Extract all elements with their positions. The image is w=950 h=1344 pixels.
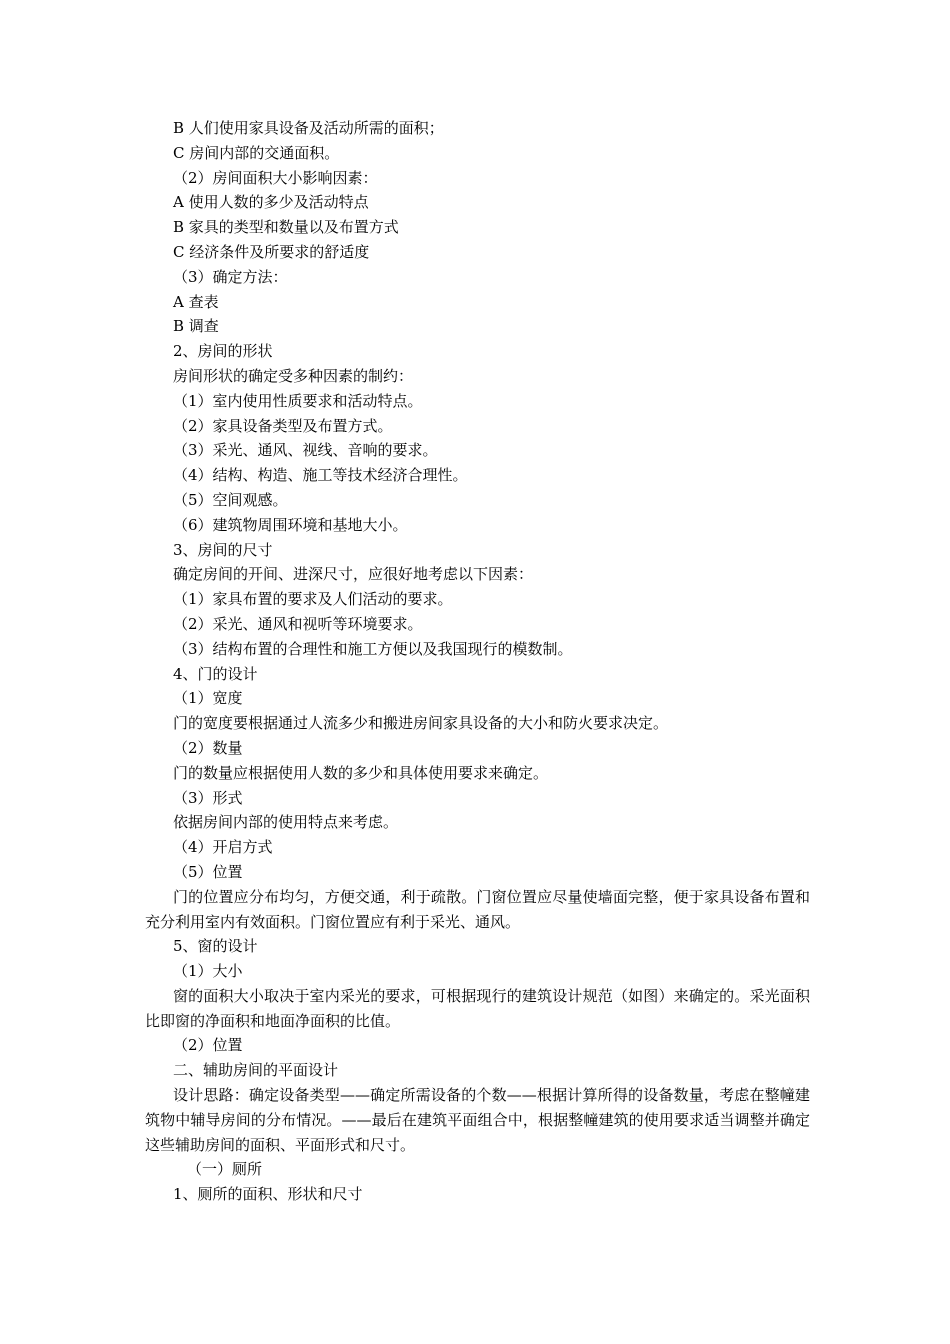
section-heading-window-design: 5、窗的设计	[173, 937, 258, 956]
text-line: （6）建筑物周围环境和基地大小。	[173, 515, 408, 534]
text-line: （4）结构、构造、施工等技术经济合理性。	[173, 466, 468, 485]
text-line: （2）数量	[173, 738, 243, 757]
document-page	[145, 116, 810, 1207]
text-line: 确定房间的开间、进深尺寸，应很好地考虑以下因素：	[173, 565, 534, 584]
text-line: （1）大小	[173, 962, 243, 981]
text-line: A 使用人数的多少及活动特点	[173, 193, 369, 212]
text-line: 房间形状的确定受多种因素的制约：	[173, 366, 414, 385]
text-line: A 查表	[173, 292, 219, 311]
text-line: C 房间内部的交通面积。	[173, 143, 340, 162]
text-line: 依据房间内部的使用特点来考虑。	[173, 813, 399, 832]
text-line: （5）位置	[173, 862, 243, 881]
paragraph-door-position: 门的位置应分布均匀，方便交通，利于疏散。门窗位置应尽量使墙面完整，便于家具设备布置和充分利用室内有效面积。门窗位置应有利于采光、通风。	[145, 887, 810, 931]
section-heading-room-size: 3、房间的尺寸	[173, 540, 273, 559]
text-line: 门的宽度要根据通过人流多少和搬进房间家具设备的大小和防火要求决定。	[173, 714, 669, 733]
text-line: （3）确定方法：	[173, 267, 288, 286]
paragraph-window-size: 窗的面积大小取决于室内采光的要求，可根据现行的建筑设计规范（如图）来确定的。采光面积比即窗的净面积和地面净面积的比值。	[145, 986, 810, 1030]
section-heading-door-design: 4、门的设计	[173, 664, 258, 683]
text-line: （3）形式	[173, 788, 243, 807]
text-line: （4）开启方式	[173, 838, 273, 857]
text-line: （2）位置	[173, 1036, 243, 1055]
text-line: （1）家具布置的要求及人们活动的要求。	[173, 590, 453, 609]
text-line: （1）室内使用性质要求和活动特点。	[173, 391, 423, 410]
text-line: B 调查	[173, 317, 219, 336]
text-line: （2）家具设备类型及布置方式。	[173, 416, 393, 435]
section-heading-toilet: （一）厕所	[187, 1160, 263, 1179]
text-line: C 经济条件及所要求的舒适度	[173, 242, 370, 261]
text-line: 门的数量应根据使用人数的多少和具体使用要求来确定。	[173, 763, 549, 782]
section-heading-room-shape: 2、房间的形状	[173, 342, 273, 361]
text-line: （2）房间面积大小影响因素：	[173, 168, 378, 187]
text-line: （2）采光、通风和视听等环境要求。	[173, 614, 423, 633]
text-line: （5）空间观感。	[173, 490, 288, 509]
paragraph-design-idea: 设计思路：确定设备类型——确定所需设备的个数——根据计算所得的设备数量，考虑在整幢建筑物中辅导房间的分布情况。——最后在建筑平面组合中，根据整幢建筑的使用要求适当调整并确定这些辅助房间的面积、平面形式和尺寸。	[145, 1086, 810, 1154]
text-line: 1、厕所的面积、形状和尺寸	[173, 1185, 363, 1204]
text-line: （1）宽度	[173, 689, 243, 708]
section-heading-auxiliary-rooms: 二、辅助房间的平面设计	[173, 1061, 339, 1080]
text-line: （3）结构布置的合理性和施工方便以及我国现行的模数制。	[173, 639, 573, 658]
text-line: B 人们使用家具设备及活动所需的面积；	[173, 119, 444, 137]
text-line: （3）采光、通风、视线、音响的要求。	[173, 441, 438, 460]
text-line: B 家具的类型和数量以及布置方式	[173, 218, 399, 237]
